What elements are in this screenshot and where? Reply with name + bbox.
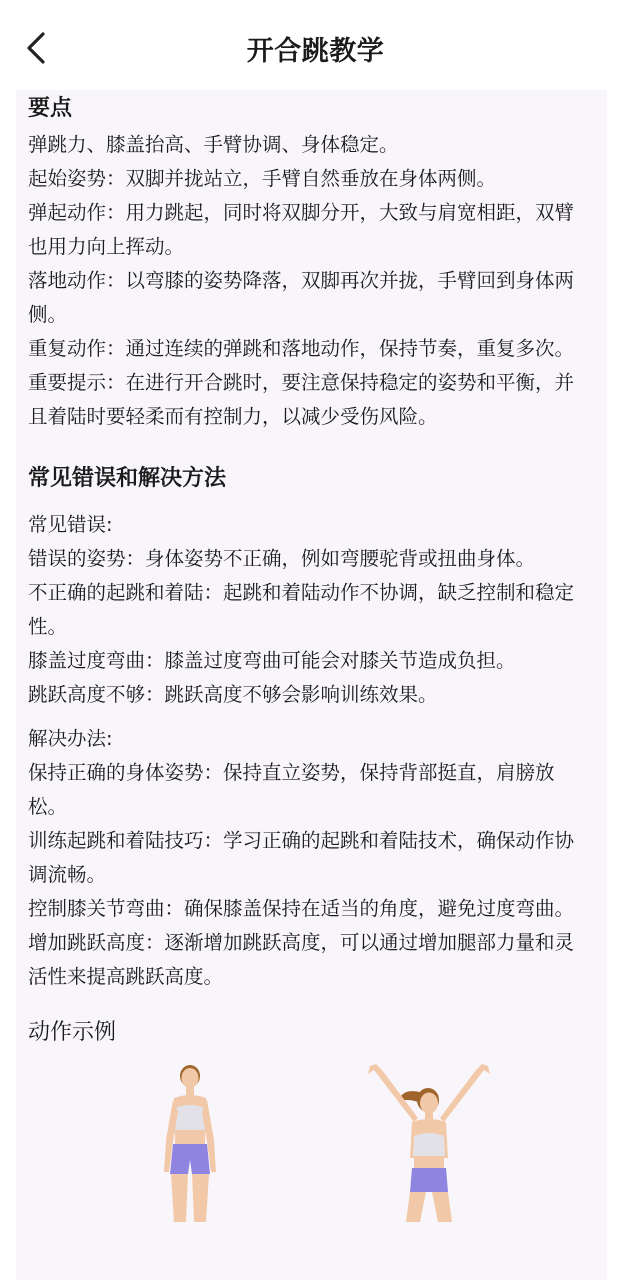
solution-item: 控制膝关节弯曲：确保膝盖保持在适当的角度，避免过度弯曲。 [28, 897, 575, 920]
error-item: 不正确的起跳和着陆：起跳和着陆动作不协调，缺乏控制和稳定性。 [28, 581, 575, 638]
solution-item: 增加跳跃高度：逐渐增加跳跃高度，可以通过增加腿部力量和灵活性来提高跳跃高度。 [28, 931, 575, 988]
solutions-label: 解决办法: [28, 727, 113, 750]
content-panel [16, 90, 607, 1280]
key-points-title: 要点 [28, 96, 73, 121]
key-point-item: 重复动作：通过连续的弹跳和落地动作，保持节奏，重复多次。 [28, 337, 575, 360]
example-title: 动作示例 [28, 1020, 117, 1045]
key-point-item: 重要提示：在进行开合跳时，要注意保持稳定的姿势和平衡，并且着陆时要轻柔而有控制力，以减少受伤风险。 [28, 371, 575, 428]
key-point-item: 落地动作：以弯膝的姿势降落，双脚再次并拢，手臂回到身体两侧。 [28, 269, 575, 326]
key-point-item: 弹起动作：用力跳起，同时将双脚分开，大致与肩宽相距，双臂也用力向上挥动。 [28, 201, 575, 258]
error-item: 错误的姿势：身体姿势不正确，例如弯腰驼背或扭曲身体。 [28, 547, 536, 570]
errors-label: 常见错误: [28, 513, 113, 536]
solution-item: 训练起跳和着陆技巧：学习正确的起跳和着陆技术，确保动作协调流畅。 [28, 829, 575, 886]
error-item: 膝盖过度弯曲：膝盖过度弯曲可能会对膝关节造成负担。 [28, 649, 516, 672]
page-title: 开合跳教学 [246, 36, 385, 67]
jumping-figure-illustration [358, 1062, 508, 1222]
solution-item: 保持正确的身体姿势：保持直立姿势，保持背部挺直，肩膀放松。 [28, 761, 555, 818]
header-bar [0, 0, 631, 96]
key-point-item: 起始姿势：双脚并拢站立，手臂自然垂放在身体两侧。 [28, 167, 497, 190]
exercise-illustrations [28, 1062, 593, 1222]
key-point-item: 弹跳力、膝盖抬高、手臂协调、身体稳定。 [28, 133, 399, 156]
mistakes-title: 常见错误和解决方法 [28, 466, 227, 491]
error-item: 跳跃高度不够：跳跃高度不够会影响训练效果。 [28, 683, 438, 706]
standing-figure-illustration [140, 1062, 240, 1222]
